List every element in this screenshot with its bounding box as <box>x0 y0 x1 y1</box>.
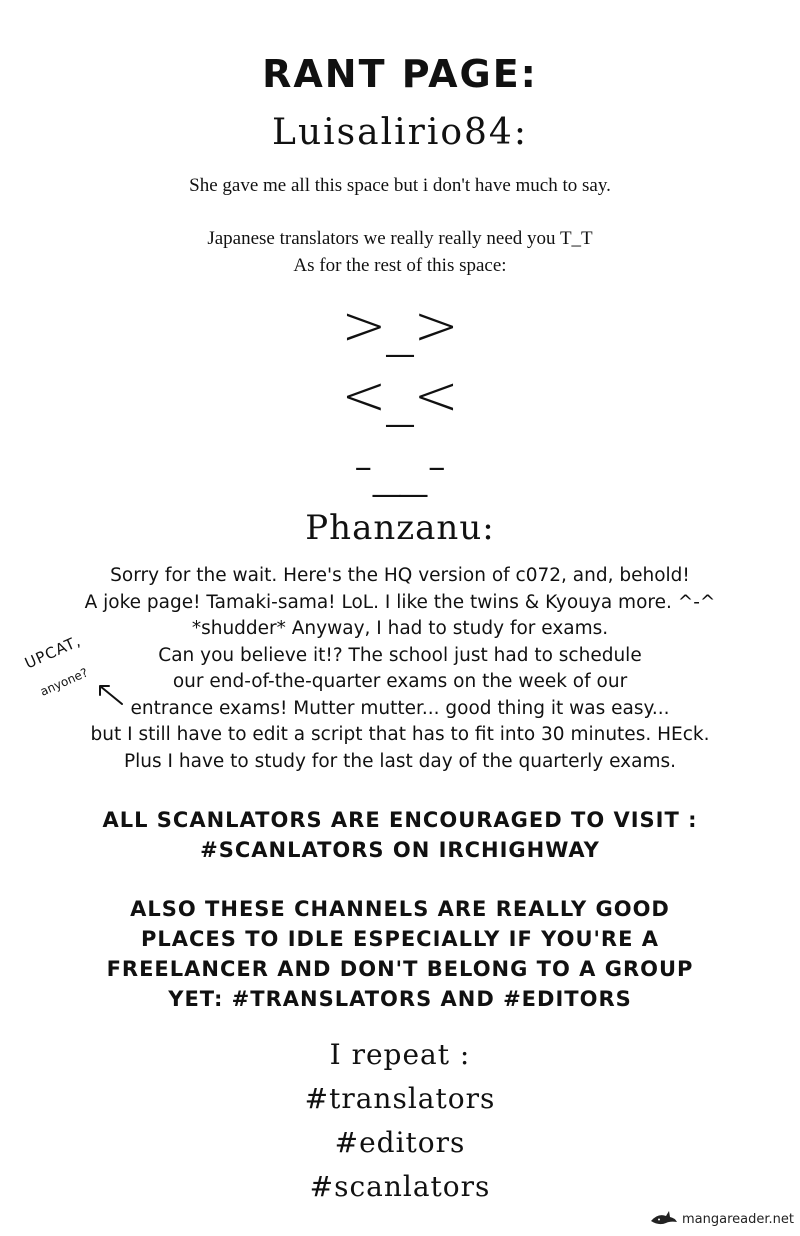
notice-line: YET: #TRANSLATORS AND #EDITORS <box>168 987 632 1011</box>
note-line: Can you believe it!? The school just had to schedule <box>158 644 642 666</box>
notice-line: #SCANLATORS ON IRCHIGHWAY <box>200 838 600 862</box>
notice-channels <box>0 894 800 1014</box>
shark-logo-icon <box>650 1210 678 1228</box>
emoticon: >_> <box>341 294 459 357</box>
watermark <box>650 1208 794 1230</box>
note-line: entrance exams! Mutter mutter... good thing it was easy... <box>130 697 670 719</box>
margin-note-line: UPCAT, <box>22 631 84 673</box>
note-line: but I still have to edit a script that has to fit into 30 minutes. HEck. <box>90 724 710 745</box>
channel-editors: #editors <box>334 1126 466 1159</box>
note-line: A joke page! Tamaki-sama! LoL. I like the twins & Kyouya more. ^-^ <box>84 591 716 613</box>
note-line: *shudder* Anyway, I had to study for exams. <box>191 618 609 639</box>
notice-line: ALL SCANLATORS ARE ENCOURAGED TO VISIT : <box>102 808 698 832</box>
note-line: our end-of-the-quarter exams on the week of our <box>172 671 628 692</box>
channel-translators: #translators <box>304 1082 496 1115</box>
notice-line: ALSO THESE CHANNELS ARE REALLY GOOD <box>130 897 670 921</box>
message-line: She gave me all this space but i don't have much to say. <box>189 175 611 196</box>
message-line: As for the rest of this space: <box>293 255 507 276</box>
note-line: Plus I have to study for the last day of the quarterly exams. <box>124 750 676 772</box>
arrow-icon <box>96 682 126 708</box>
repeat-heading: I repeat : <box>329 1038 471 1071</box>
margin-note <box>22 631 122 708</box>
message-line: Japanese translators we really really need you T_T <box>207 228 593 249</box>
notice-scanlators <box>0 805 800 865</box>
notice-line: PLACES TO IDLE ESPECIALLY IF YOU'RE A <box>140 927 660 951</box>
margin-note-line: anyone? <box>38 665 91 699</box>
emoticon: -__- <box>353 434 447 497</box>
emoticon: <_< <box>341 364 459 427</box>
watermark-text: mangareader.net <box>682 1211 794 1227</box>
notice-line: FREELANCER AND DON'T BELONG TO A GROUP <box>106 957 694 981</box>
author-handle-luisalirio: Luisalirio84: <box>272 112 528 153</box>
note-line: Sorry for the wait. Here's the HQ version of c072, and, behold! <box>110 565 690 586</box>
author-handle-phanzanu: Phanzanu: <box>305 508 495 548</box>
channel-scanlators: #scanlators <box>309 1170 491 1203</box>
page-title: RANT PAGE: <box>262 52 538 96</box>
